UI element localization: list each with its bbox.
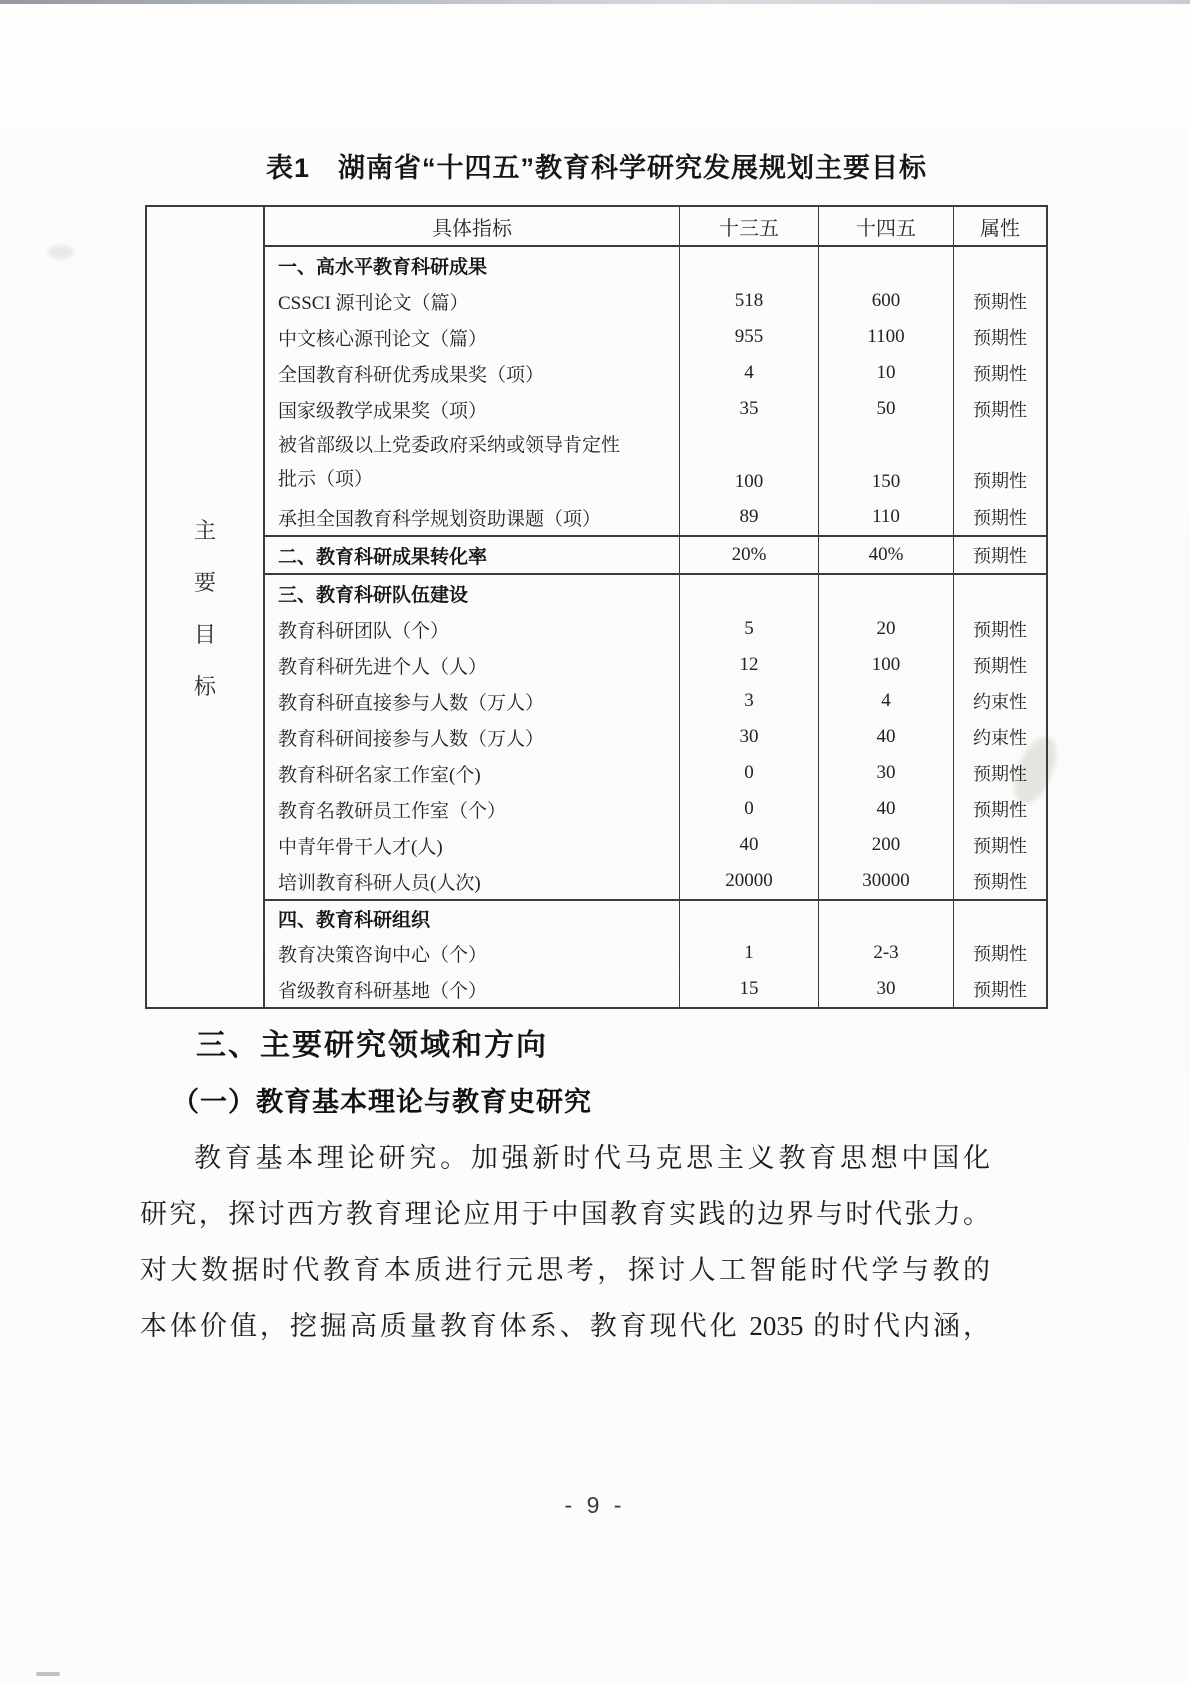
value-13th: 40: [679, 827, 818, 863]
attribute-value: 预期性: [953, 499, 1046, 535]
indicator-label: 教育科研间接参与人数（万人）: [278, 728, 545, 750]
attribute-value: 预期性: [953, 935, 1046, 971]
value-13th: 12: [679, 647, 818, 683]
indicator-label: 中青年骨干人才(人): [278, 836, 443, 858]
row-group-label-main-goals: [147, 207, 265, 1007]
value-13th: 100: [679, 427, 818, 499]
body-paragraph: [140, 1130, 990, 1354]
value-13th: 3: [679, 683, 818, 719]
value-14th: 150: [818, 427, 953, 499]
table-header-row: [265, 207, 1046, 247]
indicator-label: 中文核心源刊论文（篇）: [278, 328, 488, 350]
value-14th: 200: [818, 827, 953, 863]
value-14th: 50: [818, 391, 953, 427]
indicator-label: [265, 427, 679, 499]
column-header: 属性: [953, 207, 1046, 245]
label-line: 批示（项）: [278, 469, 374, 490]
vertical-char: 要: [193, 569, 216, 595]
value-14th: 1100: [818, 319, 953, 355]
value-13th: 30: [679, 719, 818, 755]
value-13th: 5: [679, 611, 818, 647]
value-13th: 0: [679, 755, 818, 791]
table-row: [265, 755, 1046, 791]
table-row: [265, 499, 1046, 535]
value-14th: 600: [818, 283, 953, 319]
section-heading: 三、主要研究领域和方向: [196, 1029, 548, 1062]
table-row: [265, 791, 1046, 827]
attribute-value: 预期性: [953, 863, 1046, 899]
section-title: 三、教育科研队伍建设: [278, 584, 469, 606]
indicator-label: 全国教育科研优秀成果奖（项）: [278, 364, 545, 386]
section-title: 四、教育科研组织: [278, 909, 431, 931]
paragraph-line: 本体价值，挖掘高质量教育体系、教育现代化 2035 的时代内涵，: [140, 1311, 990, 1341]
value-14th: 2-3: [818, 935, 953, 971]
indicator-label: 教育科研直接参与人数（万人）: [278, 692, 545, 714]
value-13th: 1: [679, 935, 818, 971]
value-13th: 35: [679, 391, 818, 427]
goals-table: [145, 205, 1048, 1009]
column-header: 十三五: [679, 207, 818, 245]
indicator-label: CSSCI 源刊论文（篇）: [278, 292, 469, 314]
attribute-value: 预期性: [953, 283, 1046, 319]
value-13th: 955: [679, 319, 818, 355]
section-header-row: [265, 575, 1046, 611]
scan-edge-artifact: [0, 0, 1190, 4]
table-grid: [265, 207, 1046, 1007]
table-row: [265, 719, 1046, 755]
table-row-two-line: [265, 427, 1046, 499]
table-row: [265, 611, 1046, 647]
vertical-char: 目: [193, 621, 216, 647]
indicator-label: 国家级教学成果奖（项）: [278, 400, 488, 422]
attribute-value: 预期性: [953, 537, 1046, 573]
attribute-value: 预期性: [953, 391, 1046, 427]
value-13th: 89: [679, 499, 818, 535]
page-number: - 9 -: [564, 1492, 626, 1518]
table-row: [265, 647, 1046, 683]
scan-smudge: [36, 1672, 60, 1676]
attribute-value: 预期性: [953, 355, 1046, 391]
label-line: 被省部级以上党委政府采纳或领导肯定性: [278, 435, 621, 456]
value-14th: 40: [818, 791, 953, 827]
value-13th: 20000: [679, 863, 818, 899]
table-title: 表1 湖南省“十四五”教育科学研究发展规划主要目标: [265, 153, 927, 183]
table-row: [265, 355, 1046, 391]
indicator-label: 教育科研先进个人（人）: [278, 656, 488, 678]
vertical-char: 标: [193, 673, 216, 699]
indicator-label: 教育决策咨询中心（个）: [278, 944, 488, 966]
value-13th: 0: [679, 791, 818, 827]
indicator-label: 教育科研团队（个）: [278, 620, 450, 642]
value-14th: 10: [818, 355, 953, 391]
table-row: [265, 283, 1046, 319]
attribute-value: 预期性: [953, 791, 1046, 827]
value-13th: 20%: [679, 537, 818, 573]
section-header-row: [265, 247, 1046, 283]
section-header-row: [265, 899, 1046, 935]
value-14th: 100: [818, 647, 953, 683]
attribute-value: 预期性: [953, 971, 1046, 1007]
table-row: [265, 391, 1046, 427]
table-row: [265, 935, 1046, 971]
attribute-value: 预期性: [953, 755, 1046, 791]
section-title: 二、教育科研成果转化率: [278, 546, 488, 568]
column-header: 具体指标: [432, 217, 512, 240]
value-13th: 15: [679, 971, 818, 1007]
column-header: 十四五: [818, 207, 953, 245]
paragraph-line: 研究，探讨西方教育理论应用于中国教育实践的边界与时代张力。: [140, 1199, 990, 1229]
paragraph-line: 教育基本理论研究。加强新时代马克思主义教育思想中国化: [194, 1143, 990, 1173]
value-14th: 30: [818, 755, 953, 791]
table-row: [265, 863, 1046, 899]
attribute-value: 预期性: [953, 611, 1046, 647]
paragraph-line: 对大数据时代教育本质进行元思考，探讨人工智能时代学与教的: [140, 1255, 990, 1285]
attribute-value: 预期性: [953, 647, 1046, 683]
value-14th: 20: [818, 611, 953, 647]
attribute-value: 约束性: [953, 683, 1046, 719]
section-title: 一、高水平教育科研成果: [278, 256, 488, 278]
value-14th: 4: [818, 683, 953, 719]
value-14th: 30: [818, 971, 953, 1007]
section-header-row-with-values: [265, 535, 1046, 575]
indicator-label: 培训教育科研人员(人次): [278, 872, 481, 894]
vertical-char: 主: [193, 517, 216, 543]
sub-section-heading: （一）教育基本理论与教育史研究: [172, 1087, 592, 1117]
attribute-value: 约束性: [953, 719, 1046, 755]
attribute-value: 预期性: [953, 827, 1046, 863]
indicator-label: 教育科研名家工作室(个): [278, 764, 481, 786]
value-14th: 110: [818, 499, 953, 535]
indicator-label: 承担全国教育科学规划资助课题（项）: [278, 508, 602, 530]
value-13th: 518: [679, 283, 818, 319]
scan-smudge: [48, 245, 74, 259]
value-14th: 40: [818, 719, 953, 755]
table-row: [265, 971, 1046, 1007]
indicator-label: 教育名教研员工作室（个）: [278, 800, 507, 822]
attribute-value: 预期性: [953, 427, 1046, 499]
value-14th: 30000: [818, 863, 953, 899]
value-13th: 4: [679, 355, 818, 391]
table-row: [265, 319, 1046, 355]
attribute-value: 预期性: [953, 319, 1046, 355]
table-row: [265, 827, 1046, 863]
value-14th: 40%: [818, 537, 953, 573]
indicator-label: 省级教育科研基地（个）: [278, 980, 488, 1002]
table-row: [265, 683, 1046, 719]
